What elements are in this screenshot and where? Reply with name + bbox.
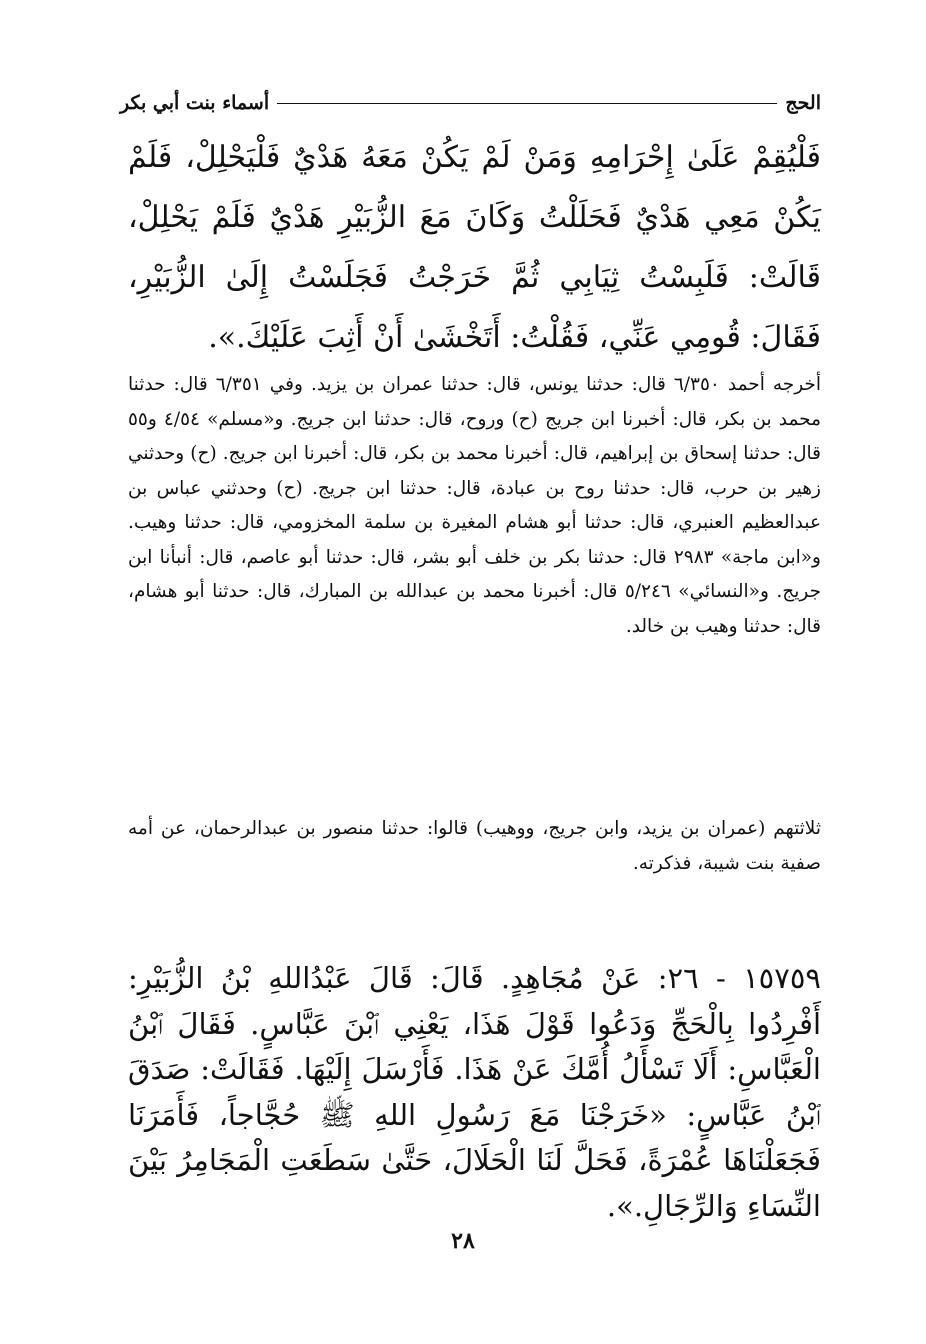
section-title: أسماء بنت أبي بكر	[120, 92, 270, 114]
takhrij-paragraph-1	[128, 368, 821, 644]
section-title-wrap	[120, 92, 269, 114]
hadith-paragraph-2: ١٥٧٥٩ - ٢٦: عَنْ مُجَاهِدٍ. قَالَ: قَالَ عَبْدُاللهِ بْنُ الزُّبَيْرِ: أَفْرِدُوا بِالْحَجِّ وَدَعُوا قَوْلَ هَذَا، يَعْنِي ٱبْنَ عَبَّاسٍ. فَقَالَ ٱبْنُ الْعَبَّاسِ: أَلَا تَسْأَلُ أُمَّكَ عَنْ هَذَا. فَأَرْسَلَ إِلَيْهَا. فَقَالَتْ: صَدَقَ ٱبْنُ عَبَّاسٍ: «خَرَجْنَا مَعَ رَسُولِ اللهِ ﷺ حُجَّاجاً، فَأَمَرَنَا فَجَعَلْنَاهَا عُمْرَةً، فَحَلَّ لَنَا الْحَلَالَ، حَتَّىٰ سَطَعَتِ الْمَجَامِرُ بَيْنَ النِّسَاءِ وَالرِّجَالِ.».	[128, 961, 821, 1223]
hadith-paragraph: فَلْيُقِمْ عَلَىٰ إِحْرَامِهِ وَمَنْ لَمْ يَكُنْ مَعَهُ هَدْيٌ فَلْيَحْلِلْ، فَلَمْ يَكُنْ مَعِي هَدْيٌ فَحَلَلْتُ وَكَانَ مَعَ الزُّبَيْرِ هَدْيٌ فَلَمْ يَحْلِلْ، قَالَتْ: فَلَبِسْتُ ثِيَابِي ثُمَّ خَرَجْتُ فَجَلَسْتُ إِلَىٰ الزُّبَيْرِ، فَقَالَ: قُومِي عَنِّي، فَقُلْتُ: أَتَخْشَىٰ أَنْ أَثِبَ عَلَيْكَ.».	[128, 140, 821, 355]
header-rule	[277, 103, 777, 104]
takhrij-text-1: أخرجه أحمد ٦/٣٥٠ قال: حدثنا يونس، قال: حدثنا عمران بن يزيد. وفي ٦/٣٥١ قال: حدثنا محمد بن بكر، قال: أخبرنا ابن جريج (ح) وروح، قال: حدثنا ابن جريج. و«مسلم» ٤/٥٤ و٥٥ قال: حدثنا إسحاق بن إبراهيم، قال: أخبرنا محمد بن بكر، قال: أخبرنا ابن جريج. (ح) وحدثني زهير بن حرب، قال: حدثنا روح بن عبادة، قال: حدثنا ابن جريج. (ح) وحدثني عباس بن عبدالعظيم العنبري، قال: حدثنا أبو هشام المغيرة بن سلمة المخزومي، قال: حدثنا وهيب. و«ابن ماجة» ٢٩٨٣ قال: حدثنا بكر بن خلف أبو بشر، قال: حدثنا أبو عاصم، قال: أنبأنا ابن جريج. و«النسائي» ٥/٢٤٦ قال: أخبرنا محمد بن عبدالله بن المبارك، قال: حدثنا أبو هشام، قال: حدثنا وهيب بن خالد.	[128, 374, 822, 637]
hadith-text-top	[128, 128, 821, 368]
takhrij-paragraph-2	[128, 812, 821, 881]
chapter-title: الحج	[785, 92, 821, 114]
hadith-text-bottom	[128, 956, 821, 1229]
page-number: ٢٨	[451, 1228, 475, 1254]
running-header	[120, 88, 821, 118]
takhrij-text-2: ثلاثتهم (عمران بن يزيد، وابن جريج، ووهيب) قالوا: حدثنا منصور بن عبدالرحمان، عن أمه صفية بنت شيبة، فذكرته.	[128, 818, 821, 874]
